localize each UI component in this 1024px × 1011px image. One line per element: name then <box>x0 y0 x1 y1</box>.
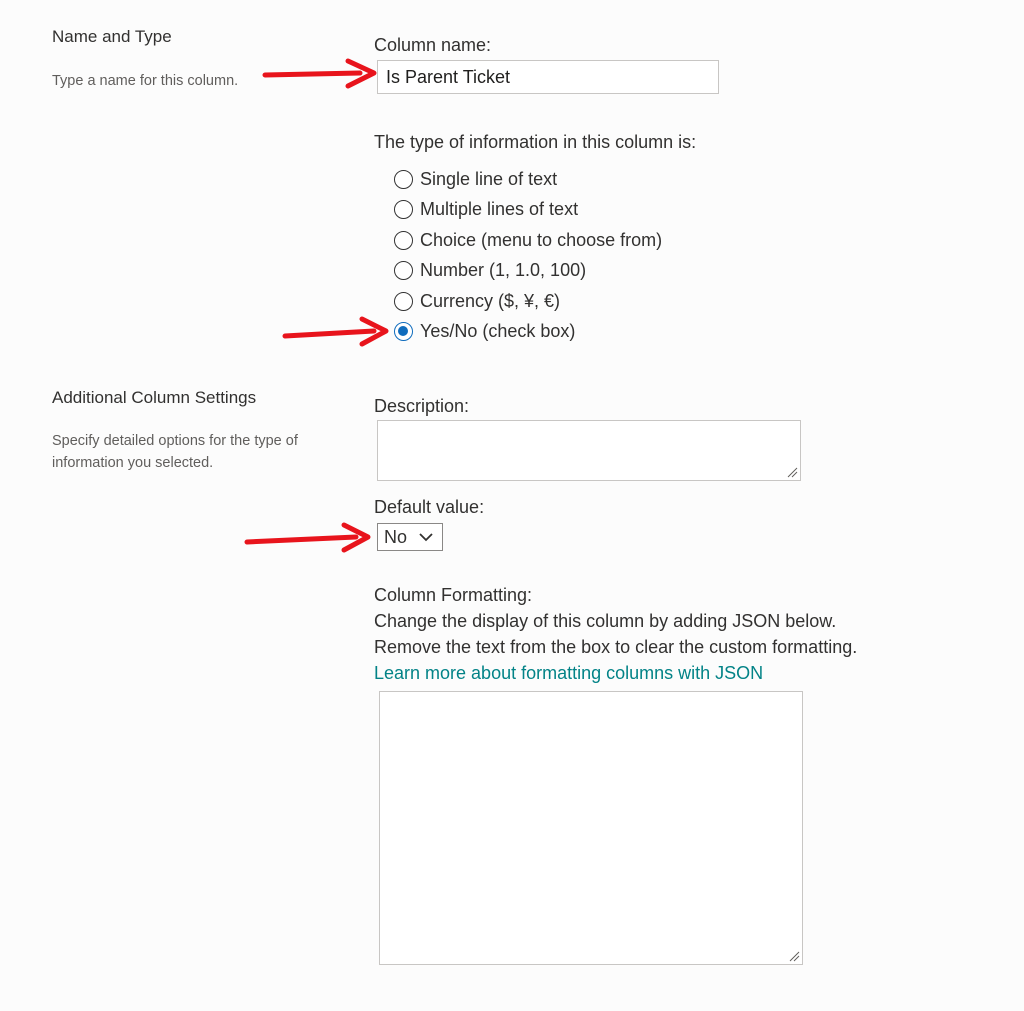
radio-label: Number (1, 1.0, 100) <box>420 259 587 280</box>
radio-label: Choice (menu to choose from) <box>420 229 663 250</box>
radio-button[interactable] <box>394 261 413 280</box>
resize-grip-icon[interactable] <box>788 950 800 962</box>
additional-settings-description: Specify detailed options for the type of information you selected. <box>52 433 298 471</box>
column-name-label: Column name: <box>374 35 492 55</box>
radio-button-selected[interactable] <box>394 322 413 341</box>
radio-option-choice[interactable] <box>394 228 662 252</box>
type-question-label: The type of information in this column is: <box>374 132 697 152</box>
formatting-help-line-1: Change the display of this column by adding JSON below. <box>374 611 837 631</box>
radio-label: Multiple lines of text <box>420 198 579 219</box>
additional-settings-title: Additional Column Settings <box>52 388 257 407</box>
formatting-help-line-2: Remove the text from the box to clear the custom formatting. <box>374 637 858 657</box>
radio-label: Yes/No (check box) <box>420 320 576 341</box>
radio-label: Currency ($, ¥, €) <box>420 290 561 311</box>
default-value-select[interactable] <box>377 523 443 551</box>
column-formatting-textarea[interactable] <box>379 691 803 965</box>
learn-more-json-link[interactable]: Learn more about formatting columns with JSON <box>374 663 764 683</box>
default-value-label: Default value: <box>374 497 485 517</box>
radio-button[interactable] <box>394 200 413 219</box>
radio-button[interactable] <box>394 292 413 311</box>
radio-option-yes-no[interactable] <box>394 319 575 343</box>
red-arrow-icon <box>244 521 376 555</box>
radio-option-multiple-lines[interactable] <box>394 197 578 221</box>
radio-label: Single line of text <box>420 168 558 189</box>
default-value-selected: No <box>384 526 408 547</box>
column-name-input[interactable]: Is Parent Ticket <box>377 60 719 94</box>
radio-option-currency[interactable] <box>394 289 560 313</box>
radio-button[interactable] <box>394 231 413 250</box>
radio-button[interactable] <box>394 170 413 189</box>
radio-option-single-line[interactable] <box>394 167 557 191</box>
chevron-down-icon <box>419 533 433 542</box>
red-arrow-icon <box>282 315 392 349</box>
resize-grip-icon[interactable] <box>786 466 798 478</box>
radio-option-number[interactable] <box>394 258 586 282</box>
name-and-type-title: Name and Type <box>52 27 172 46</box>
red-arrow-icon <box>262 58 380 92</box>
column-formatting-label: Column Formatting: <box>374 585 533 605</box>
description-textarea[interactable] <box>377 420 801 481</box>
description-label: Description: <box>374 396 470 416</box>
name-and-type-description: Type a name for this column. <box>52 73 239 89</box>
